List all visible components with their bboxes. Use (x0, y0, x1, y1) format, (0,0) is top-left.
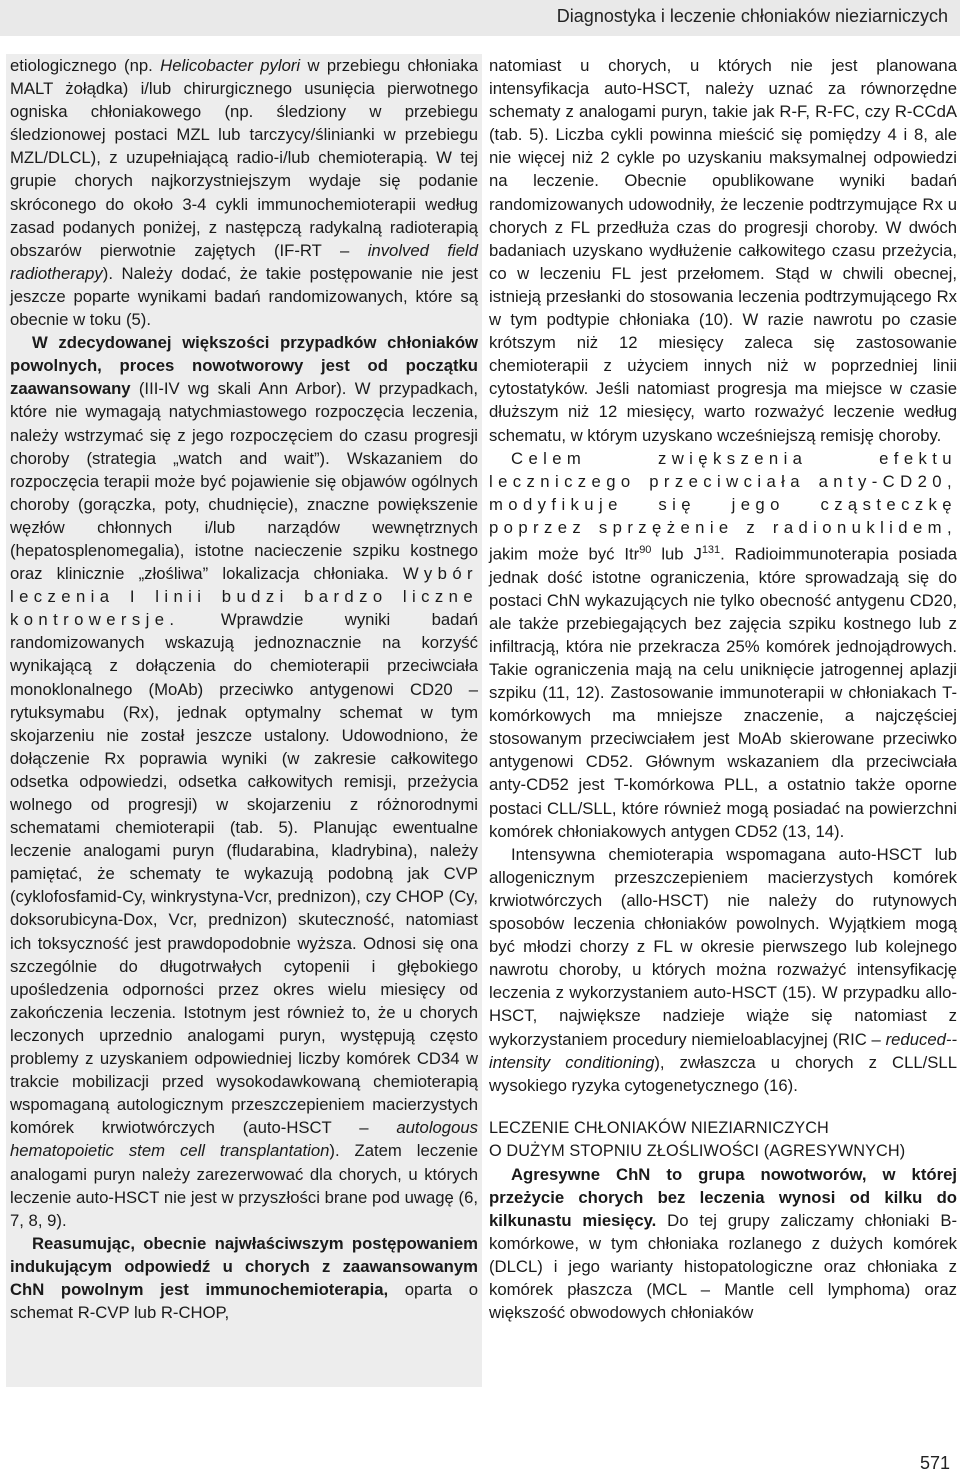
paragraph-radioimmunotherapy (489, 447, 957, 843)
text-run: (III-IV wg skali Ann Arbor). W przypadkach, które nie wymagają natychmiastowego rozpoczęcia leczenia, należy wstrzymać się z jego rozpoczęciem do czasu progresji choroby (strategia „watch and wait”). Wskazaniem do rozpoczęcia terapii może być pojawienie się objawów ogólnych choroby (gorączka, poty, chudnięcie), znaczne powiększenie węzłów chłonnych i/lub narządów wewnętrznych (hepatosplenomegalia), istotne nacieczenie szpiku kostnego oraz klinicznie „złośliwa” lokalizacja chłoniaka. (10, 379, 478, 584)
text-run: Wprawdzie wyniki badań randomizowanych wskazują jednoznacznie na korzyść wynikającą z dołączenia do chemioterapii przeciwciała monoklonalnego (MoAb) przeciwko antygenowi CD20 – rytuksymabu (Rx), jednak optymalny schemat w tym skojarzeniu nie został jeszcze ustalony. Udowodniono, że dołączenie Rx poprawia wyniki (w zakresie całkowitego odsetka odpowiedzi, odsetka całkowitych remisji, przeżycia wolnego od progresji) w skojarzeniu z różnorodnymi schematami chemioterapii (tab. 5). Planując ewentualne leczenie analogami puryn (fludarabina, kladrybina), należy pamiętać, że schematy te wykazują podobną jak CVP (cyklofosfamid-Cy, winkrystyna-Vcr, prednizon), czy CHOP (Cy, doksorubicyna-Dox, Vcr, prednizon) skuteczność, natomiast ich toksyczność jest prawdopodobnie wyższa. Odnosi się ona szczególnie do długotrwałych cytopenii i głębokiego upośledzenia odporności przez okres wielu miesięcy od zakończenia leczenia. Istotnym jest również to, że u chorych leczonych uprzednio analogami puryn, występują często problemy z uzyskaniem odpowiedniej liczby komórek CD34 w trakcie mobilizacji przed wysokodawkowaną chemioterapią wspomaganą autologicznym przeszczepieniem macierzystych komórek krwiotwórczych (auto-HSCT – (10, 610, 478, 1138)
heading-line: LECZENIE CHŁONIAKÓW NIEZIARNICZYCH (489, 1118, 829, 1137)
spaced-emphasis: Wybór leczenia I linii budzi bardzo liczne kontrowersje. (10, 564, 478, 630)
left-column (6, 54, 482, 1387)
text-run: ). Zatem leczenie analogami puryn należy zarezerwować dla chorych, u których leczenie auto-HSCT nie jest w przyszłości brane pod uwagę (6, 7, 8, 9). (10, 1141, 479, 1230)
spaced-emphasis: Celem zwiększenia efektu leczniczego przeciwciała anty-CD20, modyfikuje się jego cząsteczkę poprzez sprzężenie z radionuklidem, (489, 448, 957, 537)
paragraph-advanced-indolent (10, 331, 478, 1232)
superscript: 131 (701, 543, 721, 556)
text-run: w przebiegu chłoniaka MALT żołądka) i/lub chirurgicznego usunięcia pierwotnego ogniska chłoniakowego (np. śledziony w przebiegu śledzionowej postaci MZL lub tarczycy/ślinianki w przebiegu MZL/DLCL), z uzupełniającą radio-i/lub chemioterapią. W tej grupie chorych najkorzystniejszym wydaje się podanie skróconego do około 3-4 cykli immunochemioterapii według zasad podanych poniżej, z następczą radykalną radioterapią obszarów pierwotnie zajętych (IF-RT – (10, 56, 479, 260)
italic-term: involved field radiotherapy (10, 240, 478, 283)
heading-line: O DUŻYM STOPNIU ZŁOŚLIWOŚCI (AGRESYWNYCH) (489, 1141, 906, 1160)
right-column (489, 54, 957, 1324)
text-run: oparta o schemat R-CVP lub R-CHOP, (10, 1279, 478, 1323)
running-head-title: Diagnostyka i leczenie chłoniaków nieziarniczych (556, 6, 948, 26)
italic-term: reduced--intensity conditioning (489, 1029, 957, 1072)
text-run: natomiast u chorych, u których nie jest planowana intensyfikacja auto-HSCT, należy uznać za równorzędne schematy z analogami puryn, takie jak R-F, R-FC, czy R-CCdA (tab. 5). Liczba cykli powinna mieścić się pomiędzy 4 i 8, ale nie więcej niż 2 cykle po uzyskaniu maksymalnej odpowiedzi na leczenie. Obecnie opublikowane wyniki badań randomizowanych udowodniły, że leczenie podtrzymujące Rx u chorych z FL przedłuża czas do progresji choroby. W dwóch badaniach uzyskano wydłużenie całkowitego czasu przeżycia, co w leczeniu FL jest przełomem. Stąd w chwili obecnej, istnieją przesłanki do stosowania leczenia podtrzymującego Rx w tym podtypie chłoniaka (10). W razie nawrotu po czasie krótszym niż 12 miesięcy zaleca się zastosowanie chemioterapii z użyciem innych niż w poprzedniej linii cytostatyków. Jeśli natomiast progresja ma miejsce w czasie dłuższym niż 12 miesięcy, warto rozważyć leczenie według schematu, w którym uzyskano wcześniejszą remisję choroby. (489, 56, 957, 445)
superscript: 90 (639, 543, 652, 556)
italic-term: autologous hematopoietic stem cell transplantation (10, 1118, 478, 1161)
text-run: ), zwłaszcza u chorych z CLL/SLL wysokiego ryzyka cytogenetycznego (16). (489, 1052, 957, 1095)
italic-term: Helicobacter pylori (160, 56, 301, 75)
paragraph-maintenance (489, 54, 957, 447)
text-run: etiologicznego (np. (10, 56, 161, 75)
bold-statement: Agresywne ChN to grupa nowotworów, w której przeżycie chorych bez leczenia wynosi od kilku do kilkunastu miesięcy. (489, 1164, 957, 1230)
text-run: ). Należy dodać, że takie postępowanie nie jest jeszcze poparte wynikami badań randomizowanych, które są obecnie w toku (5). (10, 263, 478, 330)
paragraph-intensive-chemo (489, 843, 957, 1097)
paragraph-etiologic-treatment (10, 54, 478, 331)
text-run: Intensywna chemioterapia wspomagana auto-HSCT lub allogenicznym przeszczepieniem macierzystych komórek krwiotwórczych (allo-HSCT) nie należy do rutynowych sposobów leczenia chłoniaków powolnych. Wyjątkiem mogą być młodzi chorzy z FL w okresie pierwszego lub kolejnego nawrotu choroby, u których można rozważyć intensyfikację leczenia z wykorzystaniem auto-HSCT (15). W przypadku allo-HSCT, największe nadzieje wiąże się natomiast z wykorzystaniem procedury niemieloablacyjnej (RIC – (489, 844, 957, 1049)
text-run: Do tej grupy zaliczamy chłoniaki B-komórkowe, w tym chłoniaka rozlanego z dużych komórek (DLCL) i jego warianty histopatologiczne oraz chłoniaka z komórek płaszcza (MCL – Mantle cell lymphoma) oraz większość obwodowych chłoniaków (489, 1210, 958, 1323)
text-run: lub J (651, 544, 702, 564)
bold-statement: Reasumując, obecnie najwłaściwszym postępowaniem indukującym odpowiedź u chorych z zaawansowanym ChN powolnym jest immunochemioterapia, (10, 1233, 478, 1299)
page-number: 571 (919, 1453, 950, 1473)
bold-statement: W zdecydowanej większości przypadków chłoniaków powolnych, proces nowotworowy jest od początku zaawansowany (10, 333, 478, 399)
paragraph-aggressive-nhl (489, 1163, 957, 1325)
text-run: jakim może być Itr (489, 544, 640, 564)
text-run: . Radioimmunoterapia posiada jednak dość istotne ograniczenia, które sprowadzają się do postaci ChN wykazujących nie tylko obecność antygenu CD20, ale także przebiegających bez zajęcia szpiku kostnego lub z infiltracją, która nie przekracza 25% komórek jednojądrowych. Takie ograniczenia mają na celu uniknięcie jatrogennej aplazji szpiku (11, 12). Zastosowanie immunoterapii w chłoniakach T-komórkowych ma mniejsze znaczenie, a najczęściej stosowanym przeciwciałem jest MoAb skierowane przeciwko antygenowi CD52. Głównym wskazaniem dla przeciwciała anty-CD52 jest T-komórkowa PLL, a ostatnio także oporne postaci CLL/SLL, które również mogą posiadać na powierzchni komórek chłoniakowych antygen CD52 (13, 14). (489, 544, 957, 841)
section-heading (489, 1117, 957, 1163)
paragraph-summary (10, 1232, 478, 1324)
running-header-bar (0, 0, 960, 36)
